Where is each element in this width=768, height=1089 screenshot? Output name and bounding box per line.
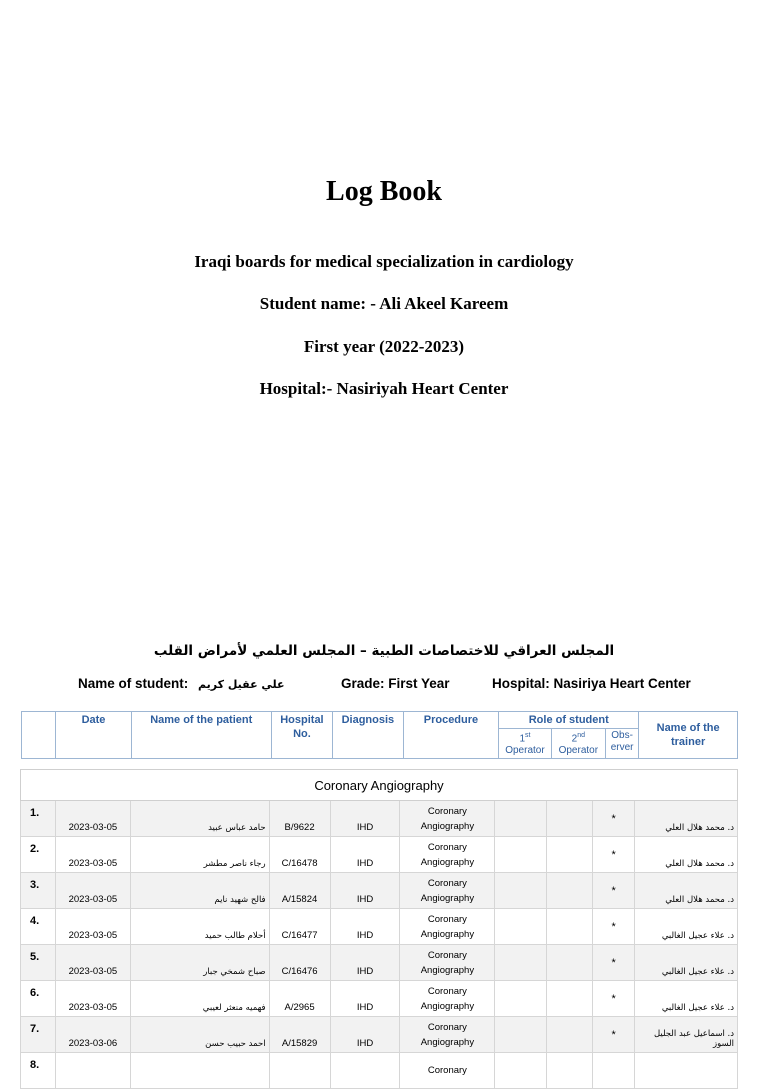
student-name-line: Student name: - Ali Akeel Kareem (259, 294, 509, 313)
student-info (78, 676, 285, 691)
row-trainer-name: د. علاء عجيل الغالبي (635, 945, 738, 981)
procedure-line-2: Angiography (420, 964, 475, 976)
table-row (21, 873, 738, 909)
row-observer-mark: * (593, 801, 635, 837)
row-date: 2023-03-05 (55, 981, 130, 1017)
row-hospital-no: A/15824 (269, 873, 330, 909)
procedure-line-1: Coronary (427, 985, 467, 997)
row-diagnosis: IHD (330, 909, 400, 945)
hospital-line: Hospital:- Nasiriyah Heart Center (259, 379, 509, 398)
row-trainer-name: د. اسماعيل عبد الجليل السوز (635, 1017, 738, 1053)
row-hospital-no: B/9622 (269, 801, 330, 837)
header-trainer: Name of the trainer (639, 712, 738, 759)
row-diagnosis: IHD (330, 837, 400, 873)
procedure-line-1: Coronary (427, 913, 467, 925)
hospital-info: Hospital: Nasiriya Heart Center (492, 676, 691, 691)
header-first-operator (499, 729, 551, 759)
procedure-line-1: Coronary (427, 841, 467, 853)
row-diagnosis: IHD (330, 981, 400, 1017)
row-date: 2023-03-05 (55, 801, 130, 837)
procedure-line-1: Coronary (427, 877, 467, 889)
row-hospital-no: A/15829 (269, 1017, 330, 1053)
row-number: 3. (21, 873, 56, 909)
row-trainer-name: د. محمد هلال العلي (635, 837, 738, 873)
arabic-council-title: المجلس العراقي للاختصاصات الطبية – المجلس العلمي لأمراض القلب (153, 643, 615, 659)
row-procedure (400, 801, 495, 837)
row-diagnosis (330, 1053, 400, 1089)
row-procedure (400, 909, 495, 945)
header-diagnosis: Diagnosis (333, 712, 403, 759)
row-patient-name: حامد عباس عبيد (130, 801, 269, 837)
header-role: Role of student (499, 712, 639, 729)
row-date: 2023-03-05 (55, 837, 130, 873)
row-first-operator (495, 1017, 547, 1053)
header-patient: Name of the patient (131, 712, 271, 759)
op2-word: Operator (558, 745, 599, 757)
row-date: 2023-03-05 (55, 873, 130, 909)
row-procedure (400, 873, 495, 909)
row-first-operator (495, 837, 547, 873)
row-second-operator (547, 873, 593, 909)
section-title: Coronary Angiography (21, 770, 738, 801)
row-hospital-no: C/16477 (269, 909, 330, 945)
row-number: 4. (21, 909, 56, 945)
table-row (21, 945, 738, 981)
procedure-log-table (20, 769, 738, 1089)
grade-info: Grade: First Year (341, 676, 450, 691)
procedure-line-2: Angiography (420, 892, 475, 904)
row-observer-mark: * (593, 1017, 635, 1053)
header-hospital-no: Hospital No. (271, 712, 332, 759)
log-book-title: Log Book (326, 176, 442, 207)
row-patient-name: أحلام طالب حميد (130, 909, 269, 945)
row-procedure (400, 945, 495, 981)
row-hospital-no: A/2965 (269, 981, 330, 1017)
row-first-operator (495, 981, 547, 1017)
board-line: Iraqi boards for medical specialization in cardiology (194, 252, 574, 271)
row-second-operator (547, 837, 593, 873)
row-patient-name: فالح شهيد نايم (130, 873, 269, 909)
header-blank (22, 712, 56, 759)
header-second-operator (551, 729, 605, 759)
row-trainer-name: د. محمد هلال العلي (635, 801, 738, 837)
row-observer-mark: * (593, 873, 635, 909)
row-patient-name: احمد حبيب حسن (130, 1017, 269, 1053)
row-number: 8. (21, 1053, 56, 1089)
row-patient-name: صباح شمخي جبار (130, 945, 269, 981)
table-row (21, 909, 738, 945)
row-second-operator (547, 1017, 593, 1053)
row-diagnosis: IHD (330, 1017, 400, 1053)
procedure-line-2: Angiography (420, 1000, 475, 1012)
row-observer-mark: * (593, 837, 635, 873)
procedure-line-2: Angiography (420, 1036, 475, 1048)
row-procedure (400, 1017, 495, 1053)
row-second-operator (547, 1053, 593, 1089)
row-diagnosis: IHD (330, 873, 400, 909)
row-first-operator (495, 801, 547, 837)
row-diagnosis: IHD (330, 801, 400, 837)
procedure-line-1: Coronary (427, 1065, 467, 1076)
table-row (21, 981, 738, 1017)
row-second-operator (547, 909, 593, 945)
student-label: Name of student: (78, 676, 189, 691)
row-procedure (400, 837, 495, 873)
row-observer-mark (593, 1053, 635, 1089)
row-date: 2023-03-06 (55, 1017, 130, 1053)
op1-num: 1 (519, 733, 526, 745)
row-number: 2. (21, 837, 56, 873)
row-observer-mark: * (593, 945, 635, 981)
row-trainer-name: د. محمد هلال العلي (635, 873, 738, 909)
row-second-operator (547, 981, 593, 1017)
row-first-operator (495, 873, 547, 909)
row-procedure (400, 981, 495, 1017)
row-patient-name: رجاء ناصر مطشر (130, 837, 269, 873)
row-number: 7. (21, 1017, 56, 1053)
header-procedure: Procedure (403, 712, 499, 759)
row-number: 6. (21, 981, 56, 1017)
row-hospital-no: C/16476 (269, 945, 330, 981)
table-row (21, 1017, 738, 1053)
row-date: 2023-03-05 (55, 945, 130, 981)
row-observer-mark: * (593, 981, 635, 1017)
op2-num: 2 (571, 733, 578, 745)
row-first-operator (495, 1053, 547, 1089)
procedure-line-2: Angiography (420, 928, 475, 940)
row-diagnosis: IHD (330, 945, 400, 981)
student-name-arabic: علي عقيل كريم (198, 678, 285, 691)
header-date: Date (56, 712, 132, 759)
row-trainer-name: د. علاء عجيل الغالبي (635, 909, 738, 945)
row-first-operator (495, 945, 547, 981)
table-row (21, 801, 738, 837)
row-trainer-name: د. علاء عجيل الغالبي (635, 981, 738, 1017)
row-patient-name: فهميه منعثر لعيبي (130, 981, 269, 1017)
procedure-line-1: Coronary (427, 805, 467, 817)
year-line: First year (2022-2023) (303, 337, 465, 356)
op2-sup: nd (577, 732, 585, 739)
header-observer: Obs-erver (606, 729, 639, 759)
procedure-line-1: Coronary (427, 1021, 467, 1033)
op1-word: Operator (505, 745, 545, 757)
row-date (55, 1053, 130, 1089)
row-hospital-no (269, 1053, 330, 1089)
log-header-table (21, 711, 738, 759)
row-observer-mark: * (593, 909, 635, 945)
row-trainer-name (635, 1053, 738, 1089)
row-second-operator (547, 945, 593, 981)
row-patient-name (130, 1053, 269, 1089)
op1-sup: st (525, 732, 531, 739)
row-procedure (400, 1053, 495, 1089)
row-number: 5. (21, 945, 56, 981)
table-row (21, 837, 738, 873)
procedure-line-2: Angiography (420, 820, 475, 832)
row-number: 1. (21, 801, 56, 837)
row-first-operator (495, 909, 547, 945)
procedure-line-2: Angiography (420, 856, 475, 868)
row-date: 2023-03-05 (55, 909, 130, 945)
row-hospital-no: C/16478 (269, 837, 330, 873)
table-row (21, 1053, 738, 1089)
row-second-operator (547, 801, 593, 837)
procedure-line-1: Coronary (427, 949, 467, 961)
